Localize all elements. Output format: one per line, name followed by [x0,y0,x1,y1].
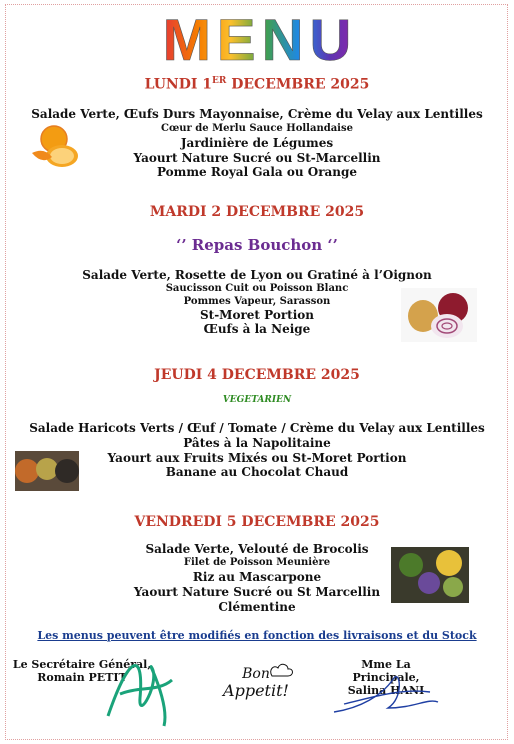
menu-line: Salade Verte, Œufs Durs Mayonnaise, Crème du Velay aux Lentilles [31,107,483,121]
menu-line: Salade Verte, Velouté de Brocolis [145,542,369,556]
day-title-mardi: MARDI 2 DECEMBRE 2025 [149,204,365,220]
signature-left-name: Romain PETIT [37,671,127,684]
menu-line: Clémentine [218,600,296,614]
chef-hat-icon [268,662,294,680]
menu-line: Cœur de Merlu Sauce Hollandaise [161,123,353,134]
menu-line: Œufs à la Neige [203,322,311,336]
special-meal-title: ‘’ Repas Bouchon ‘’ [176,236,338,254]
bon-appetit-line1: Bon [242,666,270,682]
menu-line: Riz au Mascarpone [192,570,322,584]
handwritten-signature-left [100,642,176,734]
signature-right-role: Mme La Principale, [352,658,420,684]
menu-line: St-Moret Portion [199,308,314,322]
vegetarian-tag: VEGETARIEN [222,395,292,405]
menu-line: Pâtes à la Napolitaine [183,436,331,450]
onions-image [401,288,477,342]
vegetables-image [391,547,469,603]
menu-title: MENU [162,14,358,66]
lentils-image [15,451,79,491]
menu-line: Jardinière de Légumes [180,136,334,150]
menu-line: Yaourt Nature Sucré ou St Marcellin [133,585,381,599]
menu-line: Yaourt Nature Sucré ou St-Marcellin [133,151,381,165]
bon-appetit-line2: Appetit! [223,681,289,700]
notice-text: Les menus peuvent être modifiés en fonction des livraisons et du Stock [37,629,477,642]
menu-title-logo [100,14,420,66]
signature-left-role: Le Secrétaire Général, [12,658,152,671]
menu-line: Salade Verte, Rosette de Lyon ou Gratiné à l’Oignon [82,268,432,282]
menu-line: Pomme Royal Gala ou Orange [156,165,358,179]
menu-line: Filet de Poisson Meunière [183,557,331,568]
menu-line: Banane au Chocolat Chaud [165,465,349,479]
menu-line: Yaourt aux Fruits Mixés ou St-Moret Portion [107,451,407,465]
day-title-lundi: LUNDI 1ER DECEMBRE 2025 [144,76,370,93]
handwritten-signature-right [330,668,442,720]
day-title-jeudi: JEUDI 4 DECEMBRE 2025 [154,367,360,383]
menu-line: Pommes Vapeur, Sarasson [183,296,331,307]
menu-line: Salade Haricots Verts / Œuf / Tomate / Crème du Velay aux Lentilles [29,421,485,435]
menu-line: Saucisson Cuit ou Poisson Blanc [165,283,349,294]
day-title-vendredi: VENDREDI 5 DECEMBRE 2025 [134,514,380,530]
signature-right-name: Salina HANI [347,684,425,697]
orange-image [26,123,80,171]
